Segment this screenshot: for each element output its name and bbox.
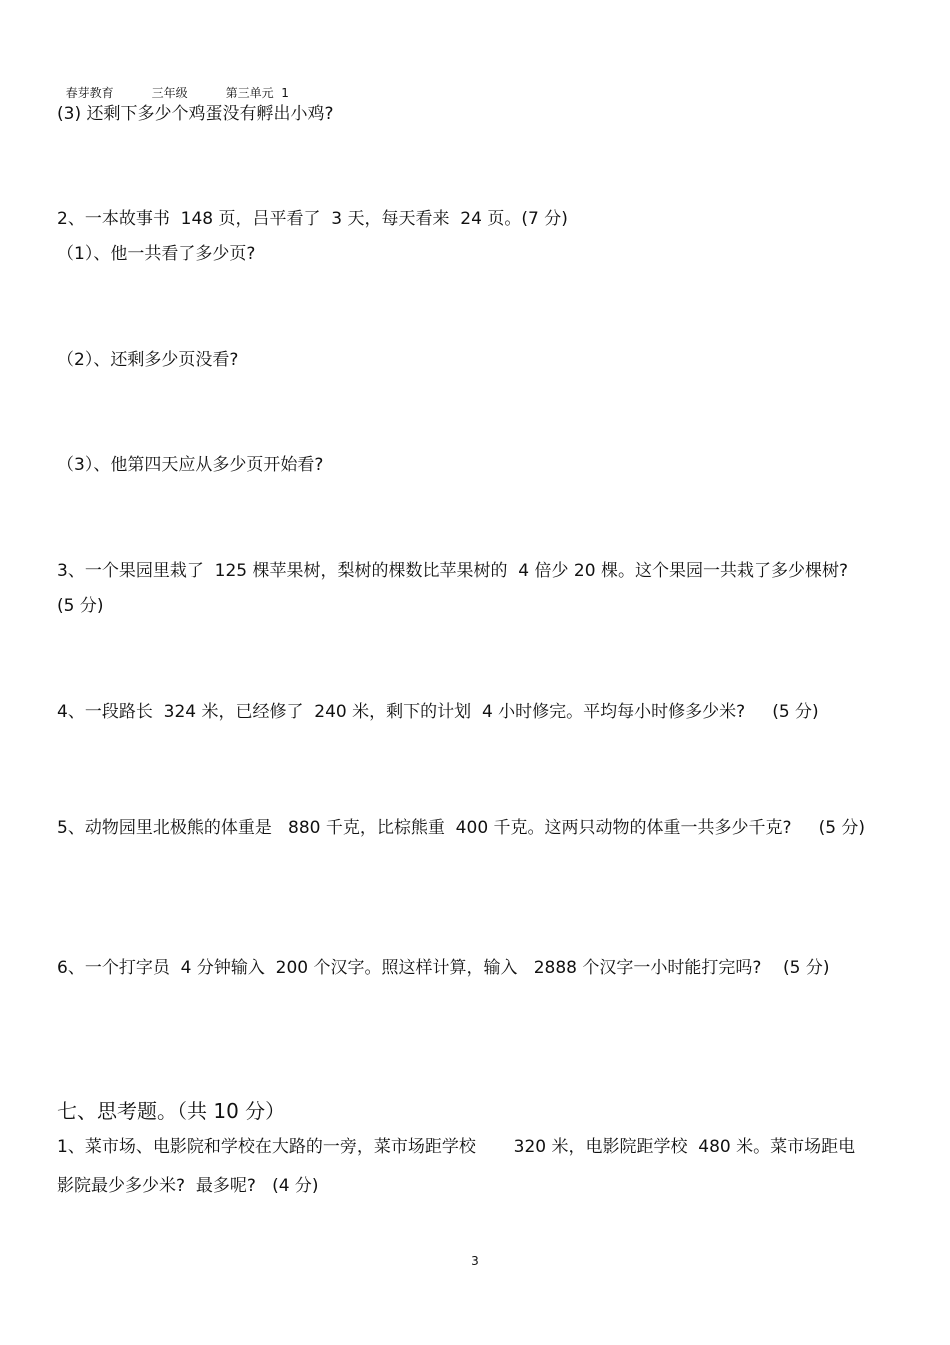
question-6: 6、一个打字员 4 分钟输入 200 个汉字。照这样计算，输入 2888 个汉字一小时能打完吗? (5 分) bbox=[57, 958, 830, 978]
page-number: 3 bbox=[471, 1254, 479, 1268]
question-2: 2、一本故事书 148 页，吕平看了 3 天，每天看来 24 页。(7 分) bbox=[57, 209, 568, 229]
question-5: 5、动物园里北极熊的体重是 880 千克，比棕熊重 400 千克。这两只动物的体重一共多少千克? (5 分) bbox=[57, 818, 866, 838]
header-school: 春芽教育 bbox=[65, 86, 114, 100]
question-2-part-3: （3）、他第四天应从多少页开始看? bbox=[57, 455, 324, 475]
question-3: 3、一个果园里栽了 125 棵苹果树，梨树的棵数比苹果树的 4 倍少 20 棵。这个果园一共栽了多少棵树? bbox=[57, 561, 848, 581]
question-4: 4、一段路长 324 米，已经修了 240 米，剩下的计划 4 小时修完。平均每小时修多少米? (5 分) bbox=[57, 702, 819, 722]
header-grade: 三年级 bbox=[151, 86, 188, 100]
section-7-title: 七、思考题。（共 10 分） bbox=[57, 1099, 286, 1123]
question-2-part-2: （2）、还剩多少页没看? bbox=[57, 350, 239, 370]
page-header bbox=[58, 70, 327, 101]
section-7-question-1: 1、菜市场、电影院和学校在大路的一旁，菜市场距学校 320 米，电影院距学校 480 米。菜市场距电 bbox=[57, 1137, 856, 1157]
question-3-score: (5 分) bbox=[57, 596, 104, 616]
section-7-question-1-continued: 影院最少多少米? 最多呢? (4 分) bbox=[57, 1176, 319, 1196]
question-1-part-3: (3) 还剩下多少个鸡蛋没有孵出小鸡? bbox=[57, 104, 334, 124]
header-unit: 第三单元 1 bbox=[225, 86, 289, 100]
question-2-part-1: （1）、他一共看了多少页? bbox=[57, 244, 256, 264]
